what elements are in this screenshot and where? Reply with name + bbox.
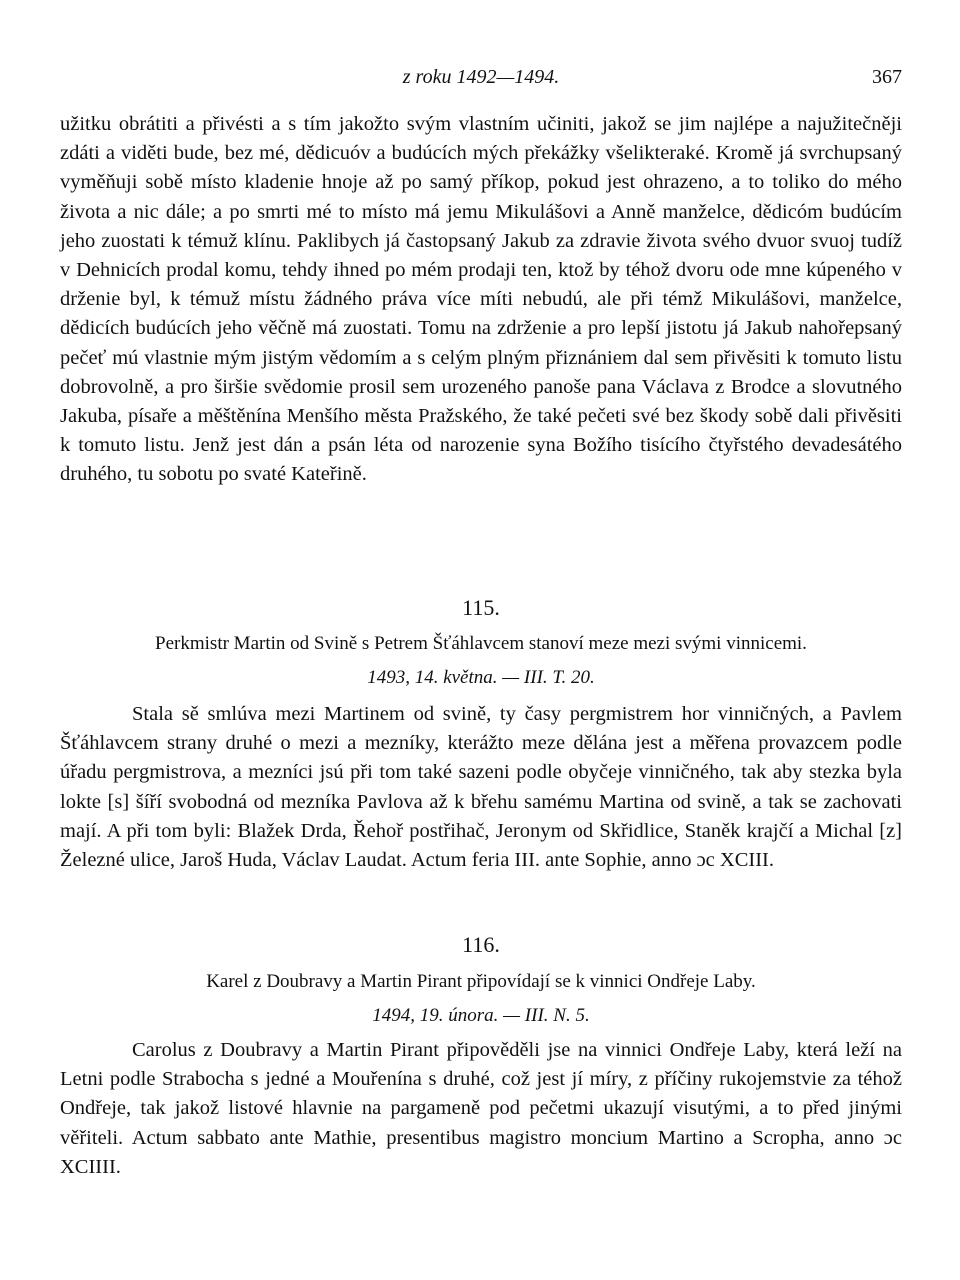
document-date: 1493, 14. května. — III. T. 20. — [367, 667, 595, 688]
document-heading: Karel z Doubravy a Martin Pirant připovídají se k vinnici Ondřeje Laby. — [206, 971, 756, 992]
page-number: 367 — [872, 66, 902, 88]
document-text: Carolus z Doubravy a Martin Pirant připověděli jse na vinnici Ondřeje Laby, která leží na Letni podle Strabocha s jedné a Mouřenína s druhé, což jest jí míry, z příčiny rukojemstvie za téhož Ondřeje, tak jakož listové hlavnie na pargameně pod pečetmi ukazují visutými, a to před jinými věřiteli. Actum sabbato ante Mathie, presentibus magistro moncium Martino a Scropha, anno ɔc XCIIII. — [60, 1039, 902, 1178]
document-heading: Perkmistr Martin od Svině s Petrem Šťáhlavcem stanoví meze mezi svými vinnicemi. — [155, 633, 807, 654]
page-header — [60, 62, 902, 92]
running-title: z roku 1492—1494. — [402, 66, 560, 88]
continuation-paragraph: užitku obrátiti a přivésti a s tím jakožto svým vlastním učiniti, jakož se jim najlépe a najužitečněji zdáti a viděti bude, bez mé, dědicuóv a budúcích mých překážky všelikteraké. Kromě já svrchupsaný vyměňuji sobě místo kladenie hnoje až po samý příkop, pokud jest ohrazeno, a to toliko do mého života a nic dále; a po smrti mé to místo má jemu Mikulášovi a Anně manželce, dědicóm budúcím jeho zuostati k témuž klínu. Paklibych já častopsaný Jakub za zdravie života svého dvuor svuoj tudíž v Dehnicích prodal komu, tehdy ihned po mém prodaji ten, ktož by téhož dvoru ode mne kúpeného v drženie byl, k témuž místu žádného práva více míti nebudú, ale při témž Mikulášovi, manželce, dědicích budúcích jeho věčně má zuostati. Tomu na zdrženie a pro lepší jistotu já Jakub nahořepsaný pečeť mú vlastnie mým jistým vědomím a s celým plným přiznániem dal sem přivěsiti k tomuto listu dobrovolně, a pro širšie svědomie prosil sem urozeného panoše pana Václava z Brodce a slovutného Jakuba, písaře a měštěnína Menšího města Pražského, že také pečeti své bez škody sobě dali přivěsiti k tomuto listu. Jenž jest dán a psán léta od narozenie syna Božího tisícího čtyřstého devadesátého druhého, tu sobotu po svaté Kateřině. — [60, 113, 902, 486]
document-number: 116. — [462, 932, 500, 957]
document-text: Stala sě smlúva mezi Martinem od svině, ty časy pergmistrem hor vinničných, a Pavlem Šťáhlavcem strany druhé o mezi a mezníky, kterážto meze dělána jest a měřena provazcem podle úřadu pergmistrova, a mezníci jsú při tom také sazeni podle obyčeje vinničného, tak aby stezka byla lokte [s] šíří svobodná od mezníka Pavlova až k břehu samému Martina od svině, a tak se zachovati mají. A při tom byli: Blažek Drda, Řehoř postřihač, Jeronym od Skřidlice, Staněk krajčí a Michal [z] Železné ulice, Jaroš Huda, Václav Laudat. Actum feria III. ante Sophie, anno ɔc XCIII. — [60, 703, 902, 872]
document-date: 1494, 19. února. — III. N. 5. — [372, 1005, 590, 1026]
document-number: 115. — [462, 595, 500, 620]
